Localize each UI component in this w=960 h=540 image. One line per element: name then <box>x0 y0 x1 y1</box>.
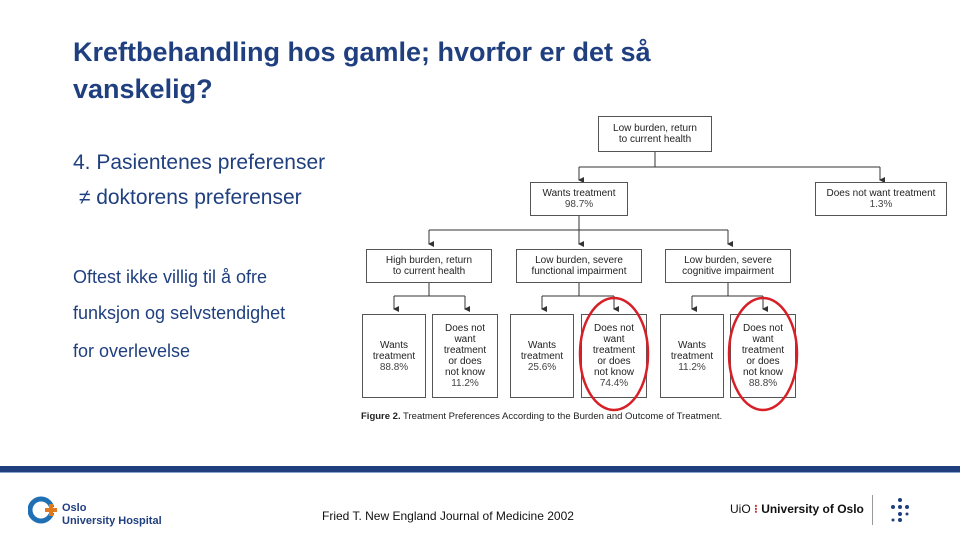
node-label: Wants treatment <box>542 188 616 199</box>
leaf-percent: 11.2% <box>678 361 706 373</box>
leaf-percent: 74.4% <box>599 378 629 389</box>
slide-title: Kreftbehandling hos gamle; hvorfor er det så vanskelig? <box>73 37 651 104</box>
uio-mark: UiO <box>730 502 751 516</box>
leaf-label: Wants treatment <box>520 339 564 362</box>
citation: Fried T. New England Journal of Medicine 2002 <box>322 509 574 523</box>
university-of-oslo-logo <box>730 502 864 516</box>
highlight-circle <box>729 298 797 410</box>
subtitle-line-2: ≠ doktorens preferenser <box>73 186 302 209</box>
leaf-label: Does not want treatment or does not know <box>741 323 785 378</box>
figure-caption <box>361 411 722 422</box>
oslo-university-hospital-logo-icon <box>28 495 60 527</box>
leaf-percent: 11.2% <box>451 378 479 389</box>
leaf-label: Wants treatment <box>372 339 416 362</box>
node-label: Low burden, severe cognitive impairment <box>682 255 774 277</box>
body-line-3: for overlevelse <box>73 341 191 361</box>
leaf-percent: 88.8% <box>748 378 778 389</box>
leaf-label: Does not want treatment or does not know <box>592 323 636 378</box>
oslo-university-hospital-logo <box>62 502 162 528</box>
root-node-label: Low burden, return to current health <box>613 123 697 145</box>
node-percent: 98.7% <box>564 199 594 210</box>
uio-dot-icon: ⁝ <box>754 502 758 516</box>
caption-text: Treatment Preferences According to the Burden and Outcome of Treatment. <box>400 411 723 422</box>
logo-line-1: Oslo <box>62 502 87 514</box>
leaf-percent: 88.8% <box>379 361 409 373</box>
logo-separator <box>872 495 873 525</box>
logo-line-2: University Hospital <box>62 515 162 527</box>
node-label: Does not want treatment <box>826 188 936 199</box>
caption-label: Figure 2. <box>361 411 401 422</box>
uio-dots-logo-icon <box>888 497 912 523</box>
node-label: High burden, return to current health <box>385 255 473 277</box>
leaf-label: Does not want treatment or does not know <box>443 323 487 378</box>
node-label: Low burden, severe functional impairment <box>531 255 627 277</box>
node-percent: 1.3% <box>869 199 893 210</box>
leaf-percent: 25.6% <box>527 361 557 373</box>
subtitle-line-1: 4. Pasientenes preferenser <box>73 151 326 174</box>
highlight-circle <box>580 298 648 410</box>
body-line-2: funksjon og selvstendighet <box>73 303 286 323</box>
footer-divider <box>0 472 960 473</box>
uio-name: University of Oslo <box>761 502 864 516</box>
leaf-label: Wants treatment <box>670 339 714 362</box>
body-line-1: Oftest ikke villig til å ofre <box>73 267 268 287</box>
